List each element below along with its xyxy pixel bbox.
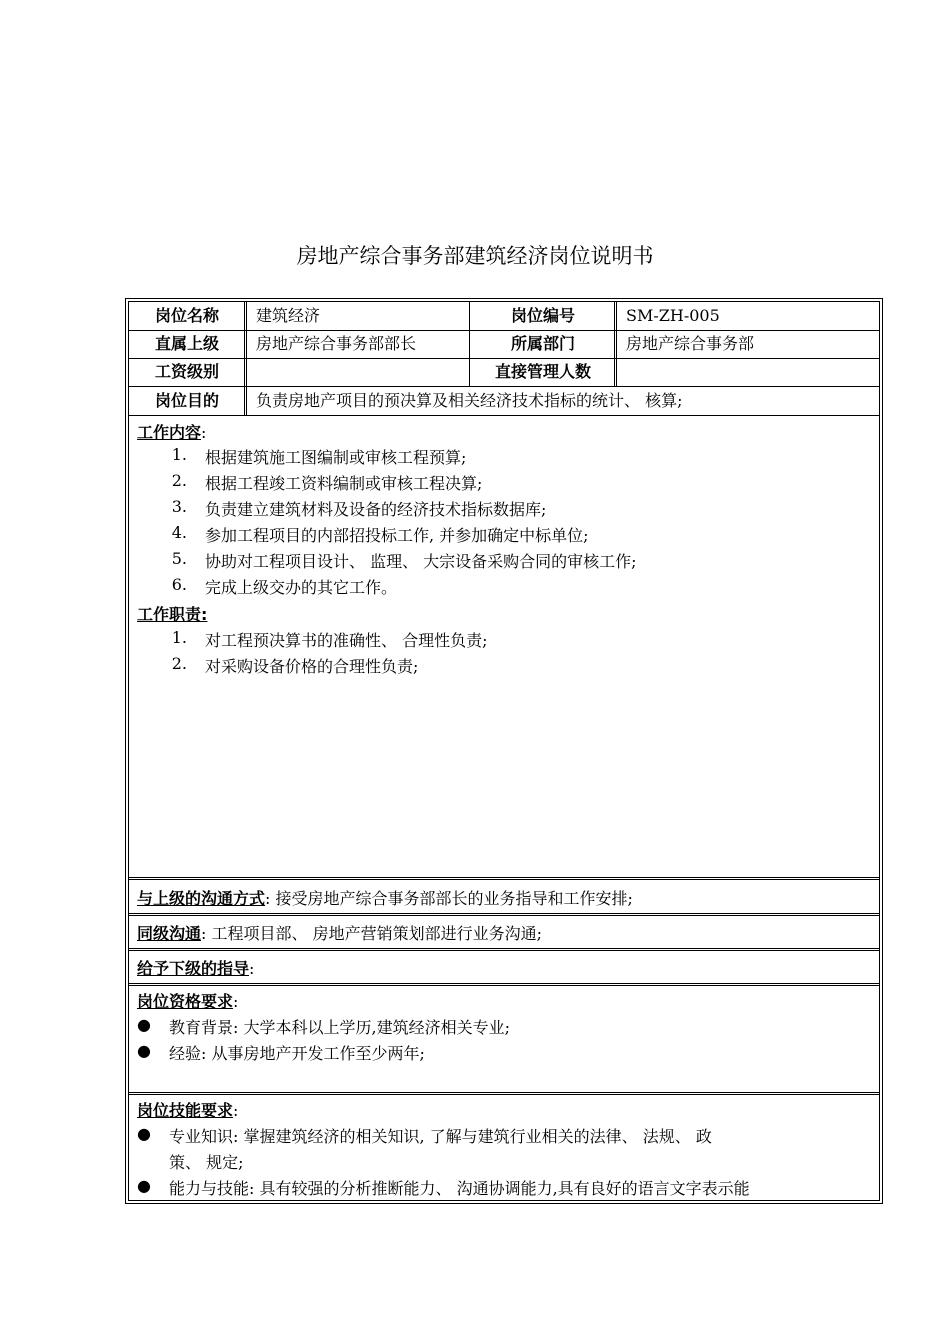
position-name-label: 岗位名称 — [154, 306, 219, 325]
list-item: 3. 负责建立建筑材料及设备的经济技术指标数据库; — [171, 497, 547, 519]
position-name-value: 建筑经济 — [256, 306, 321, 325]
position-code-label: 岗位编号 — [510, 306, 575, 325]
list-item: 6. 完成上级交办的其它工作。 — [171, 575, 398, 597]
list-item: 5. 协助对工程项目设计、 监理、 大宗设备采购合同的审核工作; — [171, 549, 637, 571]
section-divider — [129, 983, 879, 986]
superior-value: 房地产综合事务部部长 — [256, 334, 417, 353]
purpose-label: 岗位目的 — [154, 391, 219, 410]
bullet-icon: ● — [137, 1015, 151, 1034]
bullet-icon: ● — [137, 1041, 151, 1060]
list-item: 2. 根据工程竣工资料编制或审核工程决算; — [171, 471, 483, 493]
salary-level-label: 工资级别 — [154, 362, 219, 381]
job-description-table — [125, 298, 883, 1204]
purpose-value: 负责房地产项目的预决算及相关经济技术指标的统计、 核算; — [256, 391, 683, 410]
department-label: 所属部门 — [510, 334, 575, 353]
list-item: 1. 根据建筑施工图编制或审核工程预算; — [171, 445, 467, 467]
skills-heading: 岗位技能要求: — [137, 1101, 239, 1120]
row-divider — [129, 415, 879, 416]
downward-guidance: 给予下级的指导: — [137, 959, 255, 978]
work-content-heading: 工作内容: — [137, 423, 207, 442]
qualification-item: 教育背景: 大学本科以上学历,建筑经济相关专业; — [169, 1018, 510, 1037]
skills-item: 能力与技能: 具有较强的分析推断能力、 沟通协调能力,具有良好的语言文字表示能 — [169, 1179, 750, 1198]
upward-communication: 与上级的沟通方式: 接受房地产综合事务部部长的业务指导和工作安排; — [137, 889, 633, 908]
section-divider — [129, 1092, 879, 1095]
section-divider — [129, 877, 879, 880]
document-title: 房地产综合事务部建筑经济岗位说明书 — [296, 244, 654, 268]
bullet-icon: ● — [137, 1176, 151, 1195]
qualification-item: 经验: 从事房地产开发工作至少两年; — [169, 1044, 425, 1063]
position-code-value: SM-ZH-005 — [626, 306, 720, 325]
superior-label: 直属上级 — [154, 334, 219, 353]
section-divider — [129, 913, 879, 916]
responsibilities-heading: 工作职责: — [137, 605, 208, 624]
subordinates-value — [618, 358, 876, 386]
skills-item: 专业知识: 掌握建筑经济的相关知识, 了解与建筑行业相关的法律、 法规、 政 — [169, 1127, 712, 1146]
list-item: 4. 参加工程项目的内部招投标工作, 并参加确定中标单位; — [171, 523, 589, 545]
list-item: 2. 对采购设备价格的合理性负责; — [171, 654, 419, 676]
section-divider — [129, 948, 879, 951]
peer-communication: 同级沟通: 工程项目部、 房地产营销策划部进行业务沟通; — [137, 924, 542, 943]
qualification-heading: 岗位资格要求: — [137, 992, 239, 1011]
list-item: 1. 对工程预决算书的准确性、 合理性负责; — [171, 628, 488, 650]
subordinates-label: 直接管理人数 — [494, 362, 591, 381]
skills-item-continued: 策、 规定; — [169, 1153, 244, 1172]
table-inner-border — [128, 301, 880, 1201]
salary-level-value — [248, 358, 466, 386]
department-value: 房地产综合事务部 — [626, 334, 755, 353]
bullet-icon: ● — [137, 1124, 151, 1143]
